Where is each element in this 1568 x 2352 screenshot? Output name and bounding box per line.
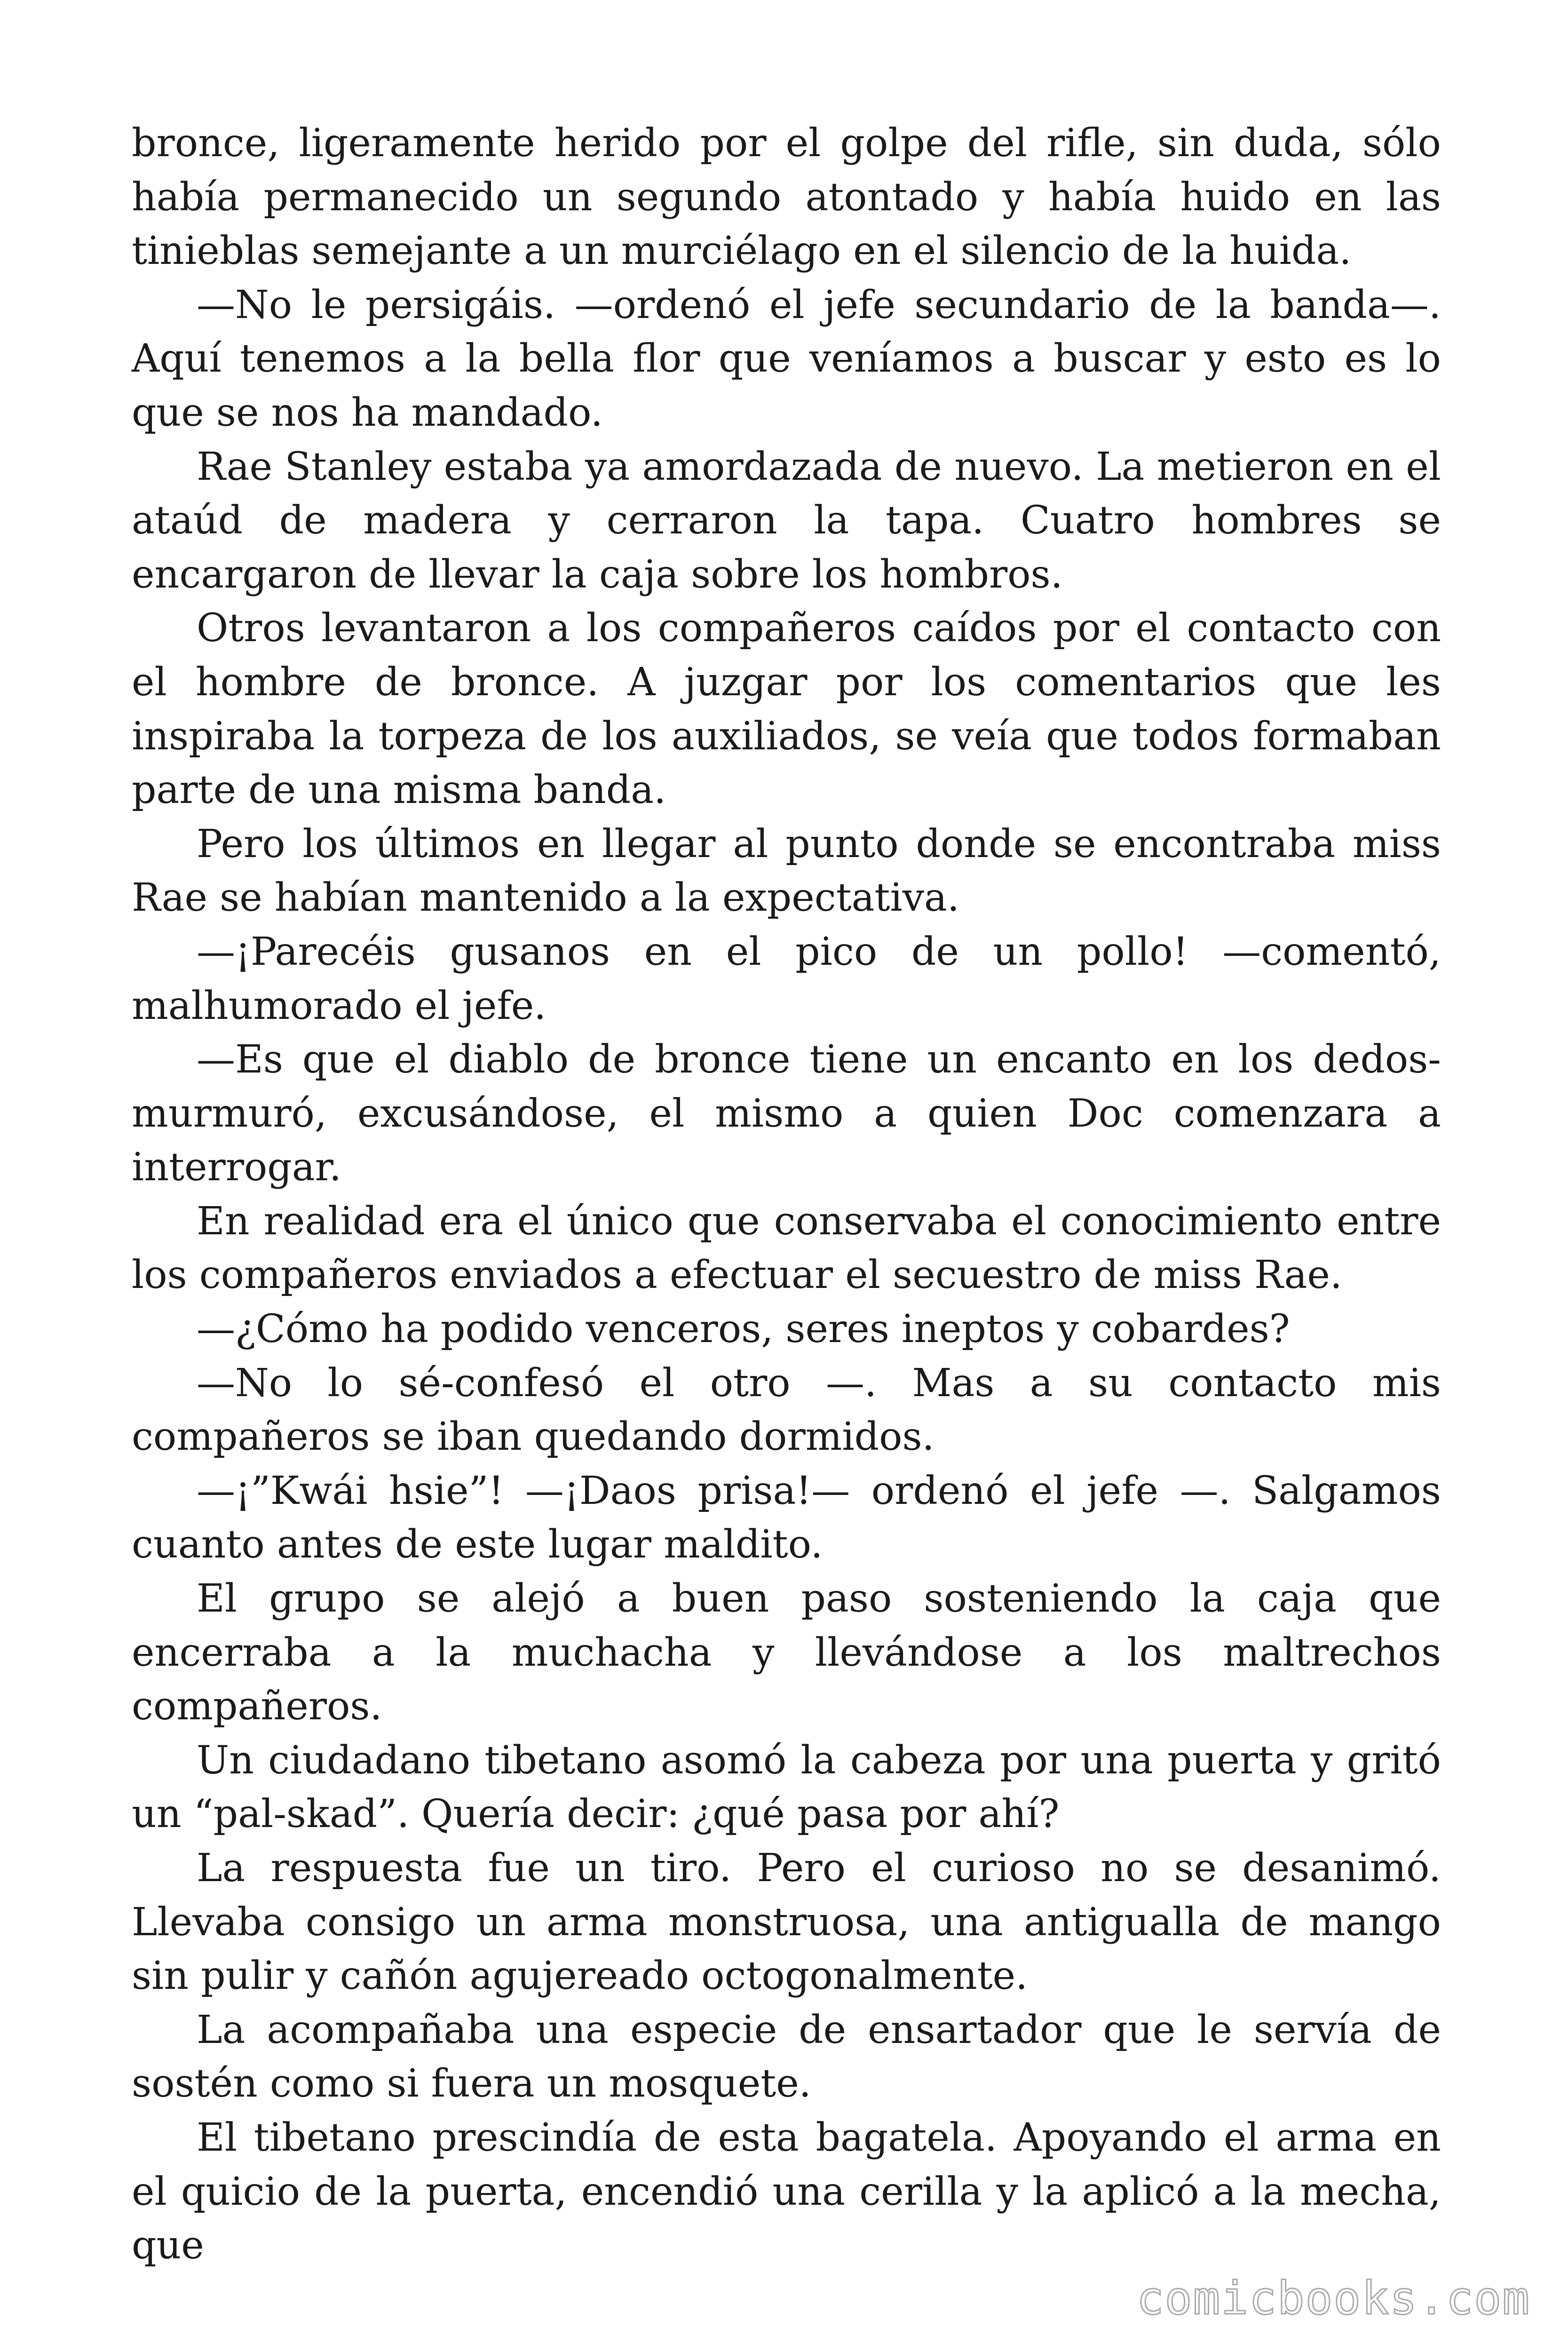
paragraph: —No lo sé-confesó el otro —. Mas a su contacto mis compañeros se iban quedando dormidos. bbox=[132, 1360, 1441, 1460]
paragraph: La respuesta fue un tiro. Pero el curioso no se desanimó. Llevaba consigo un arma monstruosa, una antigualla de mango sin pulir y cañón agujereado octogonalmente. bbox=[132, 1846, 1441, 1999]
paragraph: —¡”Kwái hsie”! —¡Daos prisa!— ordenó el jefe —. Salgamos cuanto antes de este lugar maldito. bbox=[132, 1468, 1441, 1567]
watermark-logo: comicbooks.com bbox=[1136, 2272, 1530, 2325]
paragraph: En realidad era el único que conservaba el conocimiento entre los compañeros enviados a efectuar el secuestro de miss Rae. bbox=[132, 1199, 1441, 1298]
page-text bbox=[132, 117, 1441, 2273]
paragraph: Rae Stanley estaba ya amordazada de nuevo. La metieron en el ataúd de madera y cerraron la tapa. Cuatro hombres se encargaron de llevar la caja sobre los hombros. bbox=[132, 444, 1441, 597]
paragraph: bronce, ligeramente herido por el golpe del rifle, sin duda, sólo había permanecido un segundo atontado y había huido en las tinieblas semejante a un murciélago en el silencio de la huida. bbox=[132, 121, 1441, 274]
paragraph: Otros levantaron a los compañeros caídos por el contacto con el hombre de bronce. A juzgar por los comentarios que les inspiraba la torpeza de los auxiliados, se veía que todos formaban parte de una misma banda. bbox=[132, 606, 1441, 813]
paragraph: Pero los últimos en llegar al punto donde se encontraba miss Rae se habían mantenido a la expectativa. bbox=[132, 821, 1441, 921]
paragraph: —¡Parecéis gusanos en el pico de un pollo! —comentó, malhumorado el jefe. bbox=[132, 929, 1441, 1028]
paragraph: La acompañaba una especie de ensartador que le servía de sostén como si fuera un mosquete. bbox=[132, 2007, 1441, 2106]
paragraph: —¿Cómo ha podido venceros, seres ineptos y cobardes? bbox=[197, 1307, 1290, 1352]
paragraph: Un ciudadano tibetano asomó la cabeza por una puerta y gritó un “pal-skad”. Quería decir: ¿qué pasa por ahí? bbox=[132, 1738, 1441, 1837]
paragraph: —Es que el diablo de bronce tiene un encanto en los dedos-murmuró, excusándose, el mismo a quien Doc comenzara a interrogar. bbox=[132, 1037, 1441, 1190]
paragraph: —No le persigáis. —ordenó el jefe secundario de la banda—. Aquí tenemos a la bella flor que veníamos a buscar y esto es lo que se nos ha mandado. bbox=[132, 282, 1441, 435]
paragraph: El grupo se alejó a buen paso sosteniendo la caja que encerraba a la muchacha y llevándose a los maltrechos compañeros. bbox=[132, 1576, 1441, 1729]
paragraph: El tibetano prescindía de esta bagatela. Apoyando el arma en el quicio de la puerta, encendió una cerilla y la aplicó a la mecha, que bbox=[132, 2115, 1441, 2268]
